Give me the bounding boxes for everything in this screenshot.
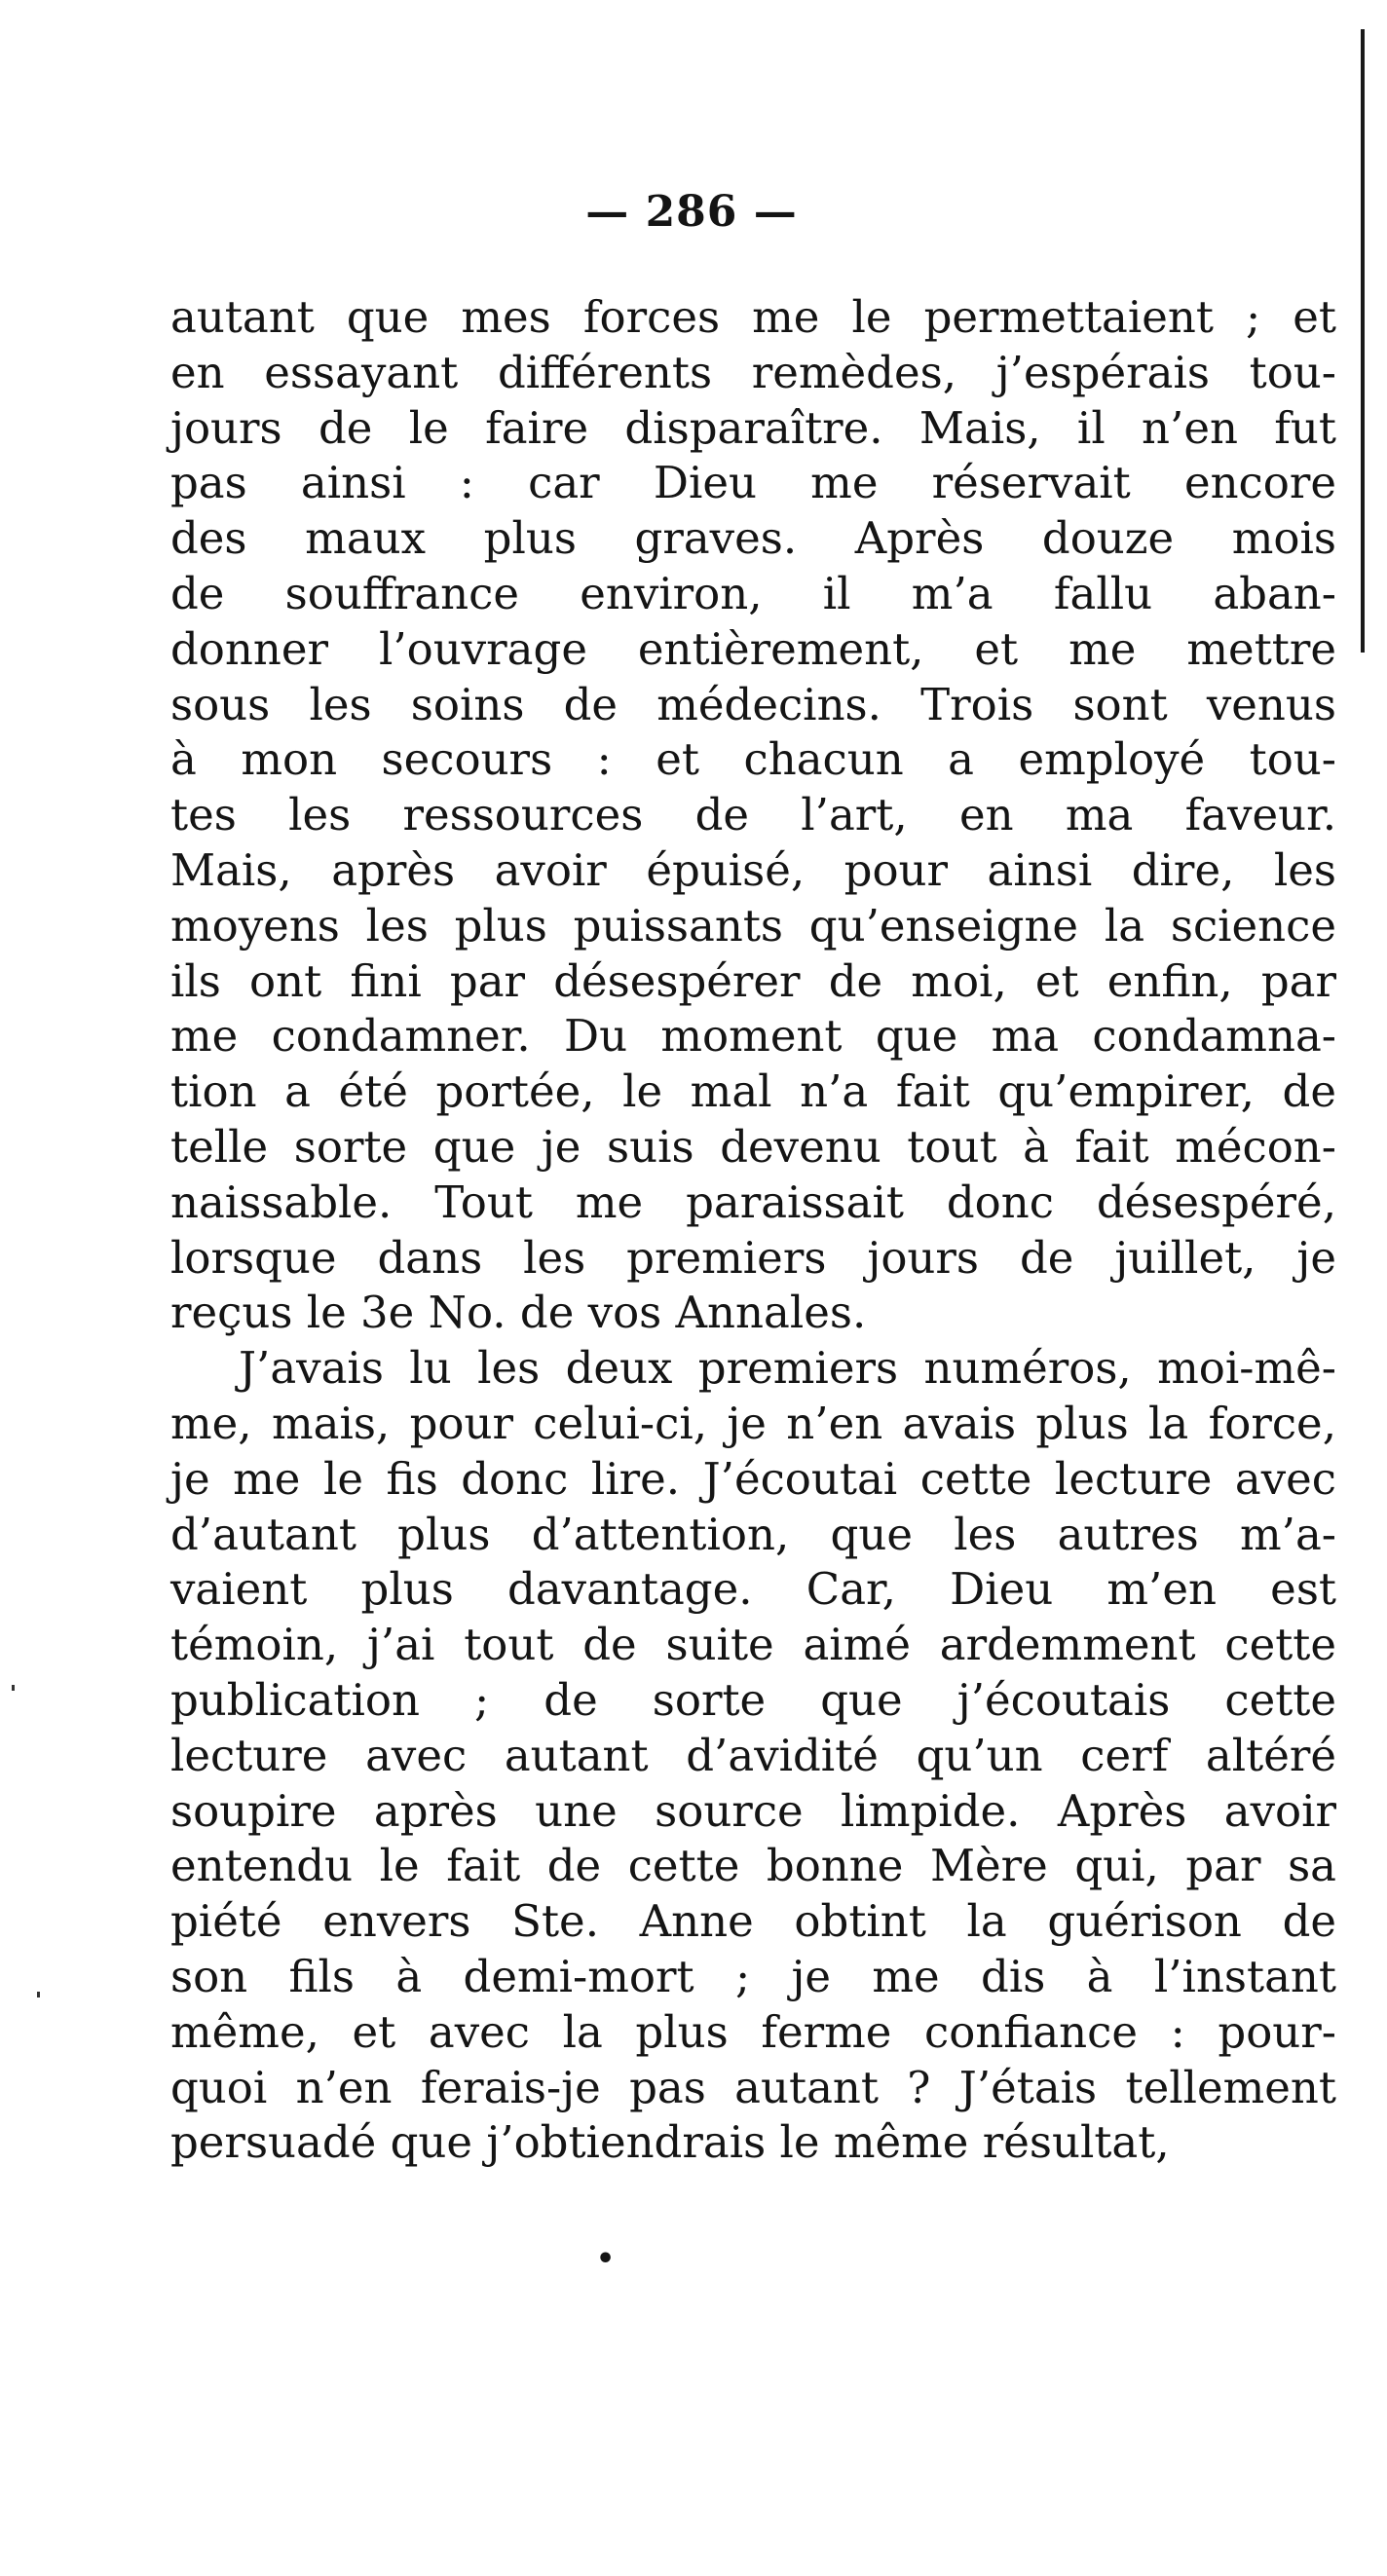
text-line: témoin, j’ai tout de suite aimé ardemment cette <box>170 1619 1336 1671</box>
page-number: — 286 — <box>585 187 798 237</box>
text-line: même, et avec la plus ferme confiance : pour- <box>170 2005 1336 2058</box>
text-line: soupire après une source limpide. Après avoir <box>170 1784 1336 1837</box>
text-line: à mon secours : et chacun a employé tou- <box>170 733 1336 786</box>
margin-speck <box>12 1685 15 1691</box>
text-line: de souffrance environ, il m’a fallu aban- <box>170 567 1336 619</box>
text-line: des maux plus graves. Après douze mois <box>170 512 1336 565</box>
text-line: autant que mes forces me le permettaient ; et <box>170 291 1336 343</box>
text-line: reçus le 3e No. de vos Annales. <box>170 1287 867 1339</box>
text-line: telle sorte que je suis devenu tout à fait mécon- <box>170 1120 1336 1173</box>
text-line: J’avais lu les deux premiers numéros, moi-mê- <box>239 1342 1336 1395</box>
text-line: lecture avec autant d’avidité qu’un cerf altéré <box>170 1729 1336 1781</box>
text-line: d’autant plus d’attention, que les autres m’a- <box>170 1508 1336 1560</box>
body-text <box>170 290 1336 2171</box>
text-line: jours de le faire disparaître. Mais, il n’en fut <box>170 401 1336 454</box>
text-line: piété envers Ste. Anne obtint la guérison de <box>170 1895 1336 1948</box>
text-line: vaient plus davantage. Car, Dieu m’en est <box>170 1563 1336 1616</box>
text-line: je me le fis donc lire. J’écoutai cette lecture avec <box>170 1452 1336 1505</box>
text-line: me condamner. Du moment que ma condamna- <box>170 1010 1336 1063</box>
text-line: naissable. Tout me paraissait donc désespéré, <box>170 1176 1336 1228</box>
text-line: ils ont fini par désespérer de moi, et enfin, par <box>170 954 1336 1007</box>
text-line: tion a été portée, le mal n’a fait qu’empirer, de <box>170 1065 1336 1118</box>
text-line: donner l’ouvrage entièrement, et me mettre <box>170 622 1336 675</box>
text-line: pas ainsi : car Dieu me réservait encore <box>170 457 1336 509</box>
page-edge-rule <box>1361 29 1365 653</box>
text-line: publication ; de sorte que j’écoutais cette <box>170 1673 1336 1726</box>
text-line: tes les ressources de l’art, en ma faveur. <box>170 789 1336 841</box>
text-line: Mais, après avoir épuisé, pour ainsi dire, les <box>170 843 1336 896</box>
text-line: persuadé que j’obtiendrais le même résultat, <box>170 2116 1170 2169</box>
bottom-ornament: • <box>596 2242 616 2276</box>
text-line: sous les soins de médecins. Trois sont venus <box>170 678 1336 730</box>
text-line: en essayant différents remèdes, j’espérais tou- <box>170 346 1336 398</box>
text-line: moyens les plus puissants qu’enseigne la science <box>170 899 1336 952</box>
text-line: me, mais, pour celui-ci, je n’en avais plus la force, <box>170 1397 1336 1449</box>
text-line: lorsque dans les premiers jours de juillet, je <box>170 1231 1336 1284</box>
text-line: quoi n’en ferais-je pas autant ? J’étais tellement <box>170 2061 1336 2113</box>
text-line: entendu le fait de cette bonne Mère qui, par sa <box>170 1840 1336 1892</box>
margin-speck <box>37 1992 40 1997</box>
text-line: son fils à demi-mort ; je me dis à l’instant <box>170 1950 1336 2002</box>
